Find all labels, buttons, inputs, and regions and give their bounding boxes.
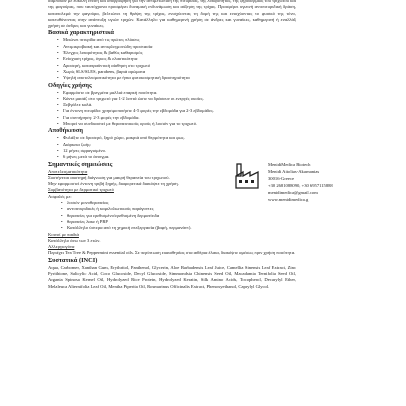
manufacturer-contact <box>268 161 333 203</box>
company-postal: 30016-Greece <box>268 176 295 181</box>
factory-icon <box>234 162 260 190</box>
storage-list <box>48 135 296 160</box>
compatibility-list <box>48 200 296 231</box>
company-email: menidimedica@gmail.com <box>268 190 318 195</box>
usage-list <box>48 90 296 128</box>
warnings-subheading: Αλλεργιογόνα <box>48 244 75 250</box>
warnings-line: Ασφαλές με: <box>48 193 72 199</box>
list-item: • θεραπείες λακε ή PRP <box>62 219 296 225</box>
characteristics-heading: Βασικά χαρακτηριστικά <box>48 29 114 37</box>
warnings-line: Περιέχει Tea Tree & Peppermint essential oils. Σε περίπτωση ευαισθησίας στα αιθέρια έλαια, διακόψτε αμέσως πριν χρήση ποσότητα. <box>48 250 296 256</box>
list-item: • Για συντήρηση: 2-3 φορές την εβδομάδα. <box>58 115 296 121</box>
list-item: • 12 μήνες σφραγισμένο. <box>58 148 296 154</box>
usage-heading: Οδηγίες χρήσης <box>48 81 92 89</box>
list-item: • Χωρίς SLS/SLES, parabens, βαριά αρώματα <box>58 69 296 75</box>
list-item: • 6 μήνες μετά το άνοιγμα. <box>58 154 296 160</box>
warnings-line: Μην εφαρμοστεί έντονη τριβή ξηρής, διαφορετικά διακόψτε τη χρήση. <box>48 181 179 187</box>
list-item: • Διάρκεια ζωής: <box>58 142 296 148</box>
product-document <box>48 0 296 290</box>
list-item: • Μειώνει πιτυρίδα από τις πρώτες πλύσεις <box>58 37 296 43</box>
warnings-line: Κατάλληλο άνω των 3 ετών. <box>48 237 101 243</box>
characteristics-list <box>48 37 296 81</box>
list-item: • λοσιόν μονοθεραπείας <box>62 200 296 206</box>
list-item: • Δροσερή, καταπραϋντική αίσθηση στο τριχωτό <box>58 63 296 69</box>
ingredients-text: Aqua, Carbomer, Xanthan Gum, Erythritol, Panthenol, Glycerin, Aloe Barbadensis Leaf Juice, Camellia Sinensis Leaf Extract, Zinc Pyrithione, Salicylic Acid, Coco Glucoside, Decyl Glucoside, Simmondsia Chinensis Seed Oil, Macadamia Ternifolia Seed Oil, Argania Spinosa Kernel Oil, Hydrolyzed Rice Protein, Hydrolyzed Keratin, Silk Amino Acids, Tocopherol, Decarylyl Ether, Melaleuca Alternifolia Leaf Oil, Mentha Piperita Oil, Rosmarinus Officinalis Extract, Phenoxyethanol, Caprylyl Glycol. <box>48 264 296 289</box>
list-item: • Κατάλληλο ύστερα από τη χημική επεξεργασία (βαφή, περμανάντ). <box>62 225 296 231</box>
warnings-subheading: Κοινοί με παιδιά <box>48 231 79 237</box>
warnings-line: Συστήνεται αυστηρή διάγνωση για μακρή θεραπεία του τριχωτού. <box>48 174 170 180</box>
company-website: www.menidimedica.g <box>268 197 309 202</box>
company-name: MenidiMedica Biotech <box>268 162 311 167</box>
list-item: • θεραπείες για ερεθισμένο/ερεθισμένη δερματίτιδα <box>62 213 296 219</box>
list-item: • Αντιμικροβιακή και αντιφλεγμονώδη προστασία <box>58 44 296 50</box>
ingredients-heading: Συστατικά (INCI) <box>48 256 98 264</box>
company-address: Menidi Aitolias-Akarnanias <box>268 169 320 174</box>
intro-paragraph: σαμπουάν με εύκολη ένεση και απορρόφηση για την αντιμετώπιση της πιτυρίδας, της λιπαρότητας, της ξηροδερμίας του τριχωτού και της φαγούρας, που ταυτόχρονα προσφέρει δυναμική ενδυνάμωση και αύξηση της τρίχας. Προσφέρει υγιεινή αντιπιτυριδική δράση, καταπολεμά την φαγούρα, βελτιώνει τη θρέψη της τρίχας, ενισχύοντας τη δομή της και ενισχύοντας το φυσικό της τόνο, κατευθύνοντας στην ανάπτυξη υγιών τριχών. Κατάλληλο για καθημερινή χρήση σε άνδρες και γυναίκες, καθημερινή ή εναλλάξ χρήση σε άνδρες και γυναίκες. <box>48 0 296 29</box>
list-item: • Εφαρμόστε σε βρεγμένα μαλλιά επαρκή ποσότητα. <box>58 90 296 96</box>
list-item: • Ενίσχυση τρίχας, όγκος & ελαστικότητα <box>58 56 296 62</box>
list-item: • Υψηλή αποτελεσματικότητα με ήπια φυτοκοσμητική δραστηριότητα <box>58 75 296 81</box>
list-item: • αντιπιτυριδικές ή καμιλολιωτικούς παράγοντες <box>62 206 296 212</box>
storage-heading: Αποθήκευση <box>48 127 83 135</box>
list-item: • Κάντε μασάζ στο τριχωτό για 1-2 λεπτά ώστε να δράσουν οι ενεργές ουσίες. <box>58 96 296 102</box>
list-item: • Ξεβγάλτε καλά. <box>58 102 296 108</box>
list-item: • Μπορεί να συνδυαστεί με θεραπευτικούς ορούς ή λοσιόν για το τριχωτό. <box>58 121 296 127</box>
warnings-heading: Σημαντικές σημειώσεις <box>48 160 113 168</box>
list-item: • Έλεγχος λιπαρότητας & βαθύς καθαρισμός <box>58 50 296 56</box>
warnings-subheading: Αποτελεσματικότητα <box>48 168 88 174</box>
list-item: • Φυλάξτε σε δροσερό, ξηρό χώρο, μακριά από θερμότητα και φως. <box>58 135 296 141</box>
warnings-subheading: Συμβατότητα με δερματικό τριχωτό <box>48 187 114 193</box>
list-item: • Για έντονη πιτυρίδα: χρησιμοποιήστε 4-5 φορές την εβδομάδα για 2-3 εβδομάδες. <box>58 108 296 114</box>
company-phone: +30 2681088090, +30 6957115888 <box>268 183 333 188</box>
